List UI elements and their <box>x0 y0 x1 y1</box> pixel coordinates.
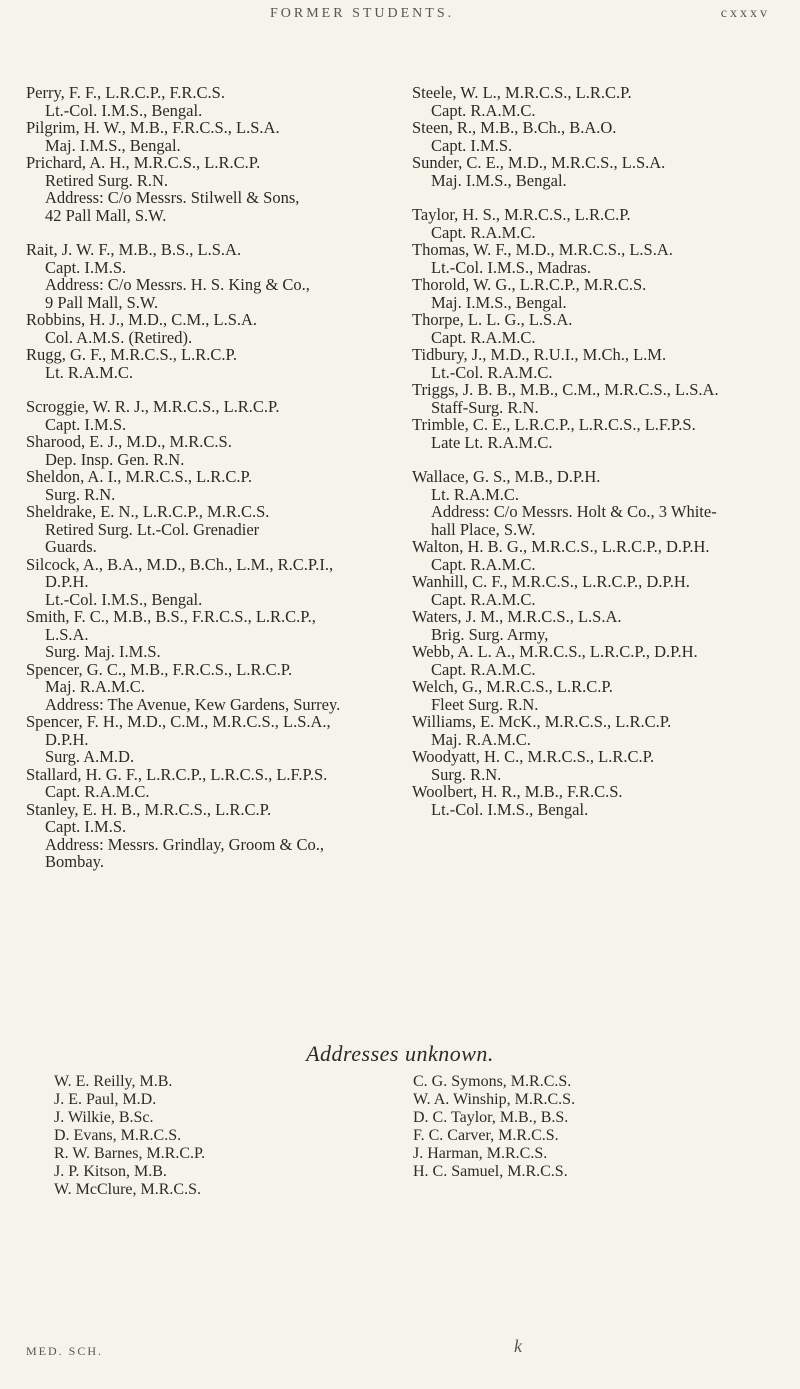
entry-detail-line: Maj. R.A.M.C. <box>431 729 531 749</box>
entry-detail-line: Address: C/o Messrs. Stilwell & Sons, <box>45 188 300 207</box>
register-entry <box>412 311 772 346</box>
register-entry <box>412 713 772 748</box>
register-entry <box>26 154 386 224</box>
unknown-address-item: D. Evans, M.R.C.S. <box>54 1127 182 1144</box>
entry-detail-line: Late Lt. R.A.M.C. <box>431 432 553 452</box>
entry-name-line: Walton, H. B. G., M.R.C.S., L.R.C.P., D.P.H. <box>412 537 710 556</box>
unknown-address-item: W. A. Winship, M.R.C.S. <box>413 1091 576 1108</box>
entry-detail-line: Capt. R.A.M.C. <box>431 222 536 242</box>
entry-name-line: Taylor, H. S., M.R.C.S., L.R.C.P. <box>412 205 631 224</box>
entry-detail-line: Bombay. <box>45 852 104 871</box>
entry-detail-line: Capt. I.M.S. <box>45 414 127 434</box>
register-entry <box>26 608 386 661</box>
entry-name-line: Robbins, H. J., M.D., C.M., L.S.A. <box>26 310 258 329</box>
entry-name-line: Pilgrim, H. W., M.B., F.R.C.S., L.S.A. <box>26 118 280 137</box>
register-entry <box>412 119 772 154</box>
left-column <box>26 84 386 871</box>
register-entry <box>412 206 772 241</box>
section-title-addresses-unknown: Addresses unknown. <box>306 1041 494 1066</box>
entry-name-line: Waters, J. M., M.R.C.S., L.S.A. <box>412 607 622 626</box>
register-entry <box>412 468 772 538</box>
entry-detail-line: Capt. R.A.M.C. <box>431 100 536 120</box>
entry-name-line: Spencer, F. H., M.D., C.M., M.R.C.S., L.S.A., <box>26 712 331 731</box>
running-title: FORMER STUDENTS. <box>270 6 455 21</box>
register-entry <box>26 801 386 871</box>
entry-detail-line: Address: C/o Messrs. Holt & Co., 3 White- <box>431 502 717 521</box>
register-entry <box>26 503 386 556</box>
register-entry <box>412 783 772 818</box>
entry-name-line: Triggs, J. B. B., M.B., C.M., M.R.C.S., L.S.A. <box>412 380 719 399</box>
right-column <box>412 84 772 818</box>
register-entry <box>26 661 386 714</box>
entry-detail-line: L.S.A. <box>45 624 89 644</box>
entry-detail-line: Retired Surg. R.N. <box>45 170 168 190</box>
entry-detail-line: D.P.H. <box>45 729 89 749</box>
entry-name-line: Smith, F. C., M.B., B.S., F.R.C.S., L.R.C.P., <box>26 607 316 626</box>
register-entry <box>26 433 386 468</box>
register-entry <box>26 346 386 381</box>
unknown-address-item: J. Harman, M.R.C.S. <box>413 1145 548 1162</box>
entry-name-line: Thomas, W. F., M.D., M.R.C.S., L.S.A. <box>412 240 673 259</box>
entry-detail-line: Capt. R.A.M.C. <box>431 554 536 574</box>
register-entry <box>412 276 772 311</box>
unknown-list-left <box>54 1073 205 1199</box>
signature-mark: MED. SCH. <box>26 1344 104 1358</box>
unknown-address-item: W. McClure, M.R.C.S. <box>54 1181 201 1198</box>
entry-name-line: Stanley, E. H. B., M.R.C.S., L.R.C.P. <box>26 799 272 819</box>
entry-detail-line: Dep. Insp. Gen. R.N. <box>45 449 185 469</box>
unknown-address-item: J. Wilkie, B.Sc. <box>54 1109 154 1126</box>
entry-detail-line: Lt. R.A.M.C. <box>45 362 134 382</box>
entry-name-line: Wallace, G. S., M.B., D.P.H. <box>412 467 601 486</box>
register-entry <box>26 84 386 119</box>
entry-name-line: Sheldrake, E. N., L.R.C.P., M.R.C.S. <box>26 502 270 521</box>
entry-detail-line: Brig. Surg. Army, <box>431 624 549 644</box>
register-entry <box>412 346 772 381</box>
unknown-address-item: R. W. Barnes, M.R.C.P. <box>54 1145 206 1162</box>
entry-detail-line: Maj. I.M.S., Bengal. <box>431 292 567 312</box>
page-number: cxxxv <box>720 6 770 21</box>
entry-detail-line: hall Place, S.W. <box>431 519 536 539</box>
entry-detail-line: Lt.-Col. I.M.S., Bengal. <box>431 799 589 819</box>
unknown-address-item: C. G. Symons, M.R.C.S. <box>413 1073 572 1090</box>
unknown-address-item: J. P. Kitson, M.B. <box>54 1163 167 1180</box>
unknown-address-item: D. C. Taylor, M.B., B.S. <box>413 1109 569 1126</box>
unknown-address-item: J. E. Paul, M.D. <box>54 1091 157 1108</box>
register-entry <box>26 556 386 609</box>
entry-detail-line: Address: C/o Messrs. H. S. King & Co., <box>45 275 310 294</box>
entry-name-line: Spencer, G. C., M.B., F.R.C.S., L.R.C.P. <box>26 659 293 679</box>
entry-detail-line: Capt. I.M.S. <box>45 257 127 277</box>
entry-detail-line: Lt. R.A.M.C. <box>431 484 520 504</box>
entry-detail-line: Lt.-Col. I.M.S., Bengal. <box>45 589 203 609</box>
entry-name-line: Steele, W. L., M.R.C.S., L.R.C.P. <box>412 83 632 102</box>
register-entry <box>412 538 772 573</box>
entry-detail-line: Lt.-Col. I.M.S., Madras. <box>431 257 591 277</box>
unknown-address-item: F. C. Carver, M.R.C.S. <box>413 1127 559 1144</box>
entry-name-line: Woolbert, H. R., M.B., F.R.C.S. <box>412 782 623 801</box>
register-entry <box>26 766 386 801</box>
entry-detail-line: Lt.-Col. R.A.M.C. <box>431 362 553 382</box>
register-entry <box>412 573 772 608</box>
unknown-list-right <box>413 1073 575 1181</box>
unknown-address-item: H. C. Samuel, M.R.C.S. <box>413 1163 568 1180</box>
entry-name-line: Wanhill, C. F., M.R.C.S., L.R.C.P., D.P.H. <box>412 572 690 591</box>
entry-name-line: Steen, R., M.B., B.Ch., B.A.O. <box>412 118 617 137</box>
entry-name-line: Woodyatt, H. C., M.R.C.S., L.R.C.P. <box>412 747 655 766</box>
running-header <box>270 6 770 22</box>
entry-detail-line: Address: The Avenue, Kew Gardens, Surrey. <box>45 694 341 714</box>
register-entry <box>412 416 772 451</box>
entry-detail-line: Capt. R.A.M.C. <box>45 782 150 801</box>
register-entry <box>412 381 772 416</box>
entry-detail-line: Capt. I.M.S. <box>45 817 127 836</box>
register-entry <box>26 398 386 433</box>
entry-name-line: Thorpe, L. L. G., L.S.A. <box>412 310 573 329</box>
entry-detail-line: Capt. I.M.S. <box>431 135 513 155</box>
entry-detail-line: Col. A.M.S. (Retired). <box>45 327 193 347</box>
unknown-address-item: W. E. Reilly, M.B. <box>54 1073 173 1090</box>
entry-detail-line: 9 Pall Mall, S.W. <box>45 292 159 312</box>
entry-name-line: Rugg, G. F., M.R.C.S., L.R.C.P. <box>26 345 237 364</box>
entry-detail-line: D.P.H. <box>45 572 89 591</box>
entry-detail-line: Surg. R.N. <box>45 484 116 504</box>
entry-name-line: Williams, E. McK., M.R.C.S., L.R.C.P. <box>412 712 672 731</box>
entry-name-line: Trimble, C. E., L.R.C.P., L.R.C.S., L.F.P.S. <box>412 415 696 434</box>
entry-detail-line: Guards. <box>45 537 97 556</box>
entry-detail-line: Staff-Surg. R.N. <box>431 397 539 417</box>
register-entry <box>412 608 772 643</box>
entry-detail-line: Retired Surg. Lt.-Col. Grenadier <box>45 519 260 539</box>
entry-detail-line: Address: Messrs. Grindlay, Groom & Co., <box>45 834 324 854</box>
gathering-mark: k <box>514 1336 522 1356</box>
register-entry <box>412 643 772 678</box>
entry-detail-line: Capt. R.A.M.C. <box>431 327 536 347</box>
entry-name-line: Prichard, A. H., M.R.C.S., L.R.C.P. <box>26 153 261 172</box>
register-entry <box>412 748 772 783</box>
entry-detail-line: Maj. R.A.M.C. <box>45 677 145 696</box>
entry-detail-line: Fleet Surg. R.N. <box>431 694 539 714</box>
entry-name-line: Perry, F. F., L.R.C.P., F.R.C.S. <box>26 83 225 102</box>
entry-detail-line: Maj. I.M.S., Bengal. <box>45 135 181 155</box>
register-entry <box>412 241 772 276</box>
entry-name-line: Tidbury, J., M.D., R.U.I., M.Ch., L.M. <box>412 345 667 364</box>
entry-name-line: Stallard, H. G. F., L.R.C.P., L.R.C.S., L.F.P.S. <box>26 764 328 784</box>
register-entry <box>26 311 386 346</box>
entry-detail-line: Surg. A.M.D. <box>45 747 135 766</box>
entry-name-line: Webb, A. L. A., M.R.C.S., L.R.C.P., D.P.H. <box>412 642 698 661</box>
entry-name-line: Rait, J. W. F., M.B., B.S., L.S.A. <box>26 240 242 259</box>
entry-name-line: Scroggie, W. R. J., M.R.C.S., L.R.C.P. <box>26 397 280 416</box>
register-entry <box>412 84 772 119</box>
entry-detail-line: Capt. R.A.M.C. <box>431 589 536 609</box>
register-entry <box>26 119 386 154</box>
entry-detail-line: Capt. R.A.M.C. <box>431 659 536 679</box>
entry-detail-line: Lt.-Col. I.M.S., Bengal. <box>45 100 203 120</box>
entry-name-line: Sheldon, A. I., M.R.C.S., L.R.C.P. <box>26 467 253 486</box>
register-entry <box>26 713 386 766</box>
entry-name-line: Thorold, W. G., L.R.C.P., M.R.C.S. <box>412 275 647 294</box>
entry-detail-line: 42 Pall Mall, S.W. <box>45 205 167 225</box>
entry-name-line: Sunder, C. E., M.D., M.R.C.S., L.S.A. <box>412 153 666 172</box>
register-entry <box>26 468 386 503</box>
entry-detail-line: Surg. R.N. <box>431 764 502 784</box>
entry-name-line: Silcock, A., B.A., M.D., B.Ch., L.M., R.C.P.I., <box>26 554 334 574</box>
entry-name-line: Welch, G., M.R.C.S., L.R.C.P. <box>412 677 613 696</box>
register-entry <box>26 241 386 311</box>
entry-detail-line: Maj. I.M.S., Bengal. <box>431 170 567 190</box>
register-entry <box>412 678 772 713</box>
entry-detail-line: Surg. Maj. I.M.S. <box>45 642 161 661</box>
register-entry <box>412 154 772 189</box>
entry-name-line: Sharood, E. J., M.D., M.R.C.S. <box>26 432 232 451</box>
